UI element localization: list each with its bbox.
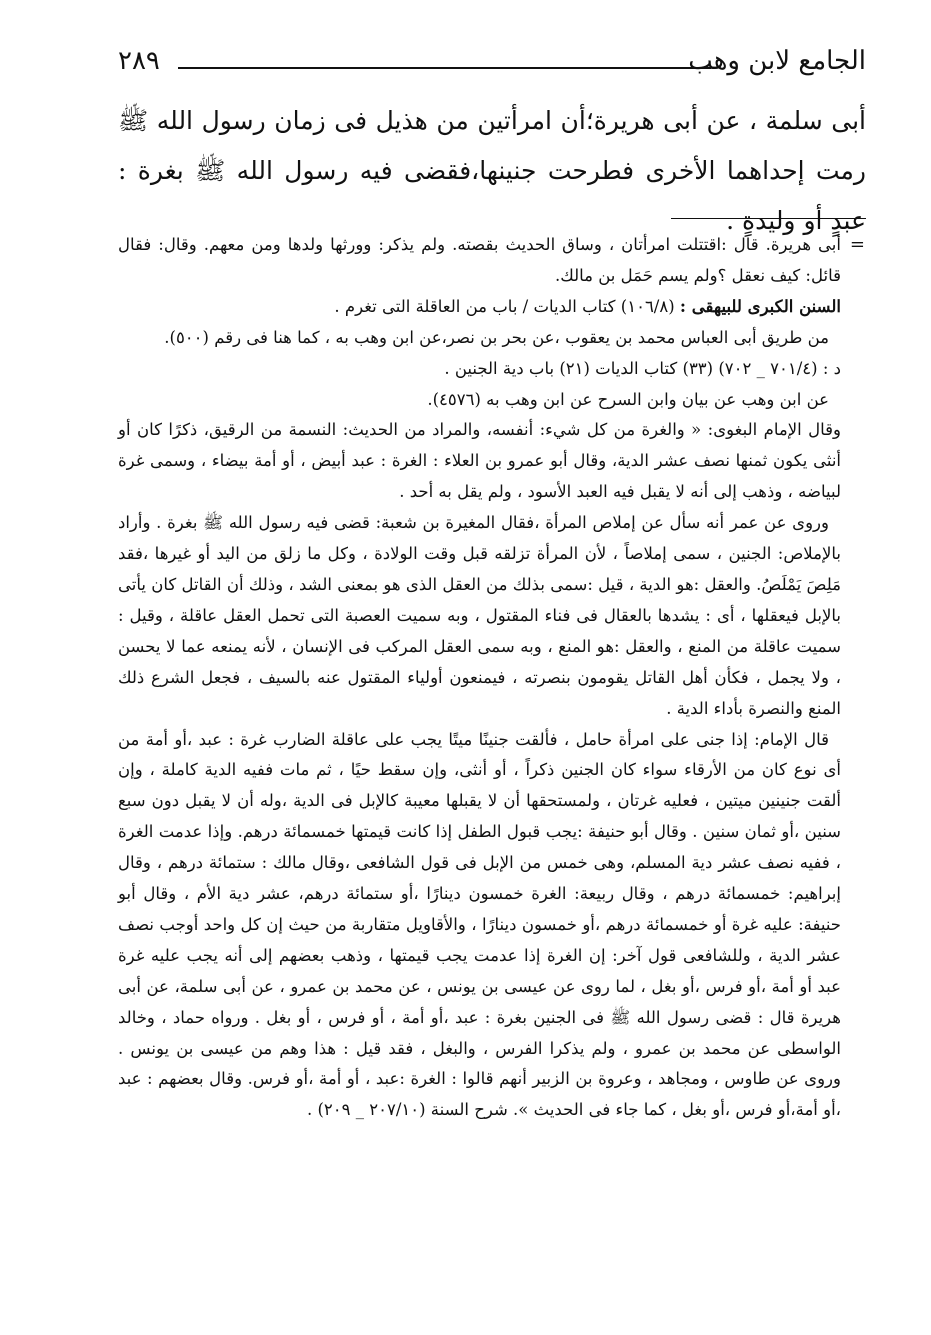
footnote-paragraph: قال الإمام: إذا جنى على امرأة حامل ، فألقت جنينًا ميتًا يجب على عاقلة الضارب غرة : عبد ،أو أمة من أى نوع كان من الأرقاء سواء كان الجنين ذكراً ، أو أنثى، وإن سقط حيًا ، ثم مات ففيه الدية كاملة ، وإن ألقت جنينين ميتين ، فعليه غرتان ، ولمستحقها أن لا يقبلها معيبة كالإبل فى الدية ،وله أن لا يقبل دون سبع سنين ،أو ثمان سنين . وقال أبو حنيفة :يجب قبول الطفل إذا كانت قيمتها خمسمائة درهم. وإذا عدمت الغرة ، ففيه نصف عشر دية المسلم، وهى خمس من الإبل فى قول الشافعى ،وقال مالك : ستمائة درهم ، وقال إبراهيم: خمسمائة درهم ، وقال ربيعة: الغرة خمسون دينارًا ،أو ستمائة درهم، عشر دية الأم ، وقال أبو حنيفة: عليه غرة أو خمسمائة درهم ،أو خمسون دينارًا ، والأقاويل متقاربة من حيث إن كل واحد أوجب نصف عشر الدية ، وللشافعى قول آخر: إن الغرة إذا عدمت يجب قيمتها ، وذهب بعضهم إلى أنه يجب عليه غرة عبد أو أمة ،أو فرس ،أو بغل ، لما روى عن عيسى بن يونس ، عن محمد بن عمرو ، عن أبى سلمة، عن أبى هريرة قال : قضى رسول الله ﷺ فى الجنين بغرة : عبد ،أو أمة ، أو فرس ، أو بغل . ورواه حماد ، وخالد الواسطى عن محمد بن عمرو ، ولم يذكرا الفرس ، والبغل ، فقد قيل : هذا وهم من عيسى بن يونس . وروى عن طاوس ، ومجاهد ، وعروة بن الزبير أنهم قالوا : الغرة :عبد ، أو أمة ،أو فرس. وقال بعضهم : عبد ،أو أمة،أو فرس ،أو بغل ، كما جاء فى الحديث ». شرح السنة (٢٠٧/١٠ _ ٢٠٩) .	[118, 729, 841, 1120]
source-reference: (١٠٦/٨) كتاب الديات / باب من العاقلة التى تغرم .	[334, 296, 680, 316]
source-title: السنن الكبرى للبيهقى :	[679, 296, 841, 316]
footnote-paragraph: أبى هريرة. قال :اقتتلت امرأتان ، وساق الحديث بقصته. ولم يذكر: وورثها ولدها ومن معهم. وقال: فقال قائل: كيف نعقل ؟ولم يسم حَمَل بن مالك.	[118, 235, 841, 285]
page-header	[118, 44, 866, 84]
header-rule	[178, 67, 711, 69]
footnotes	[118, 230, 841, 1126]
footnote-continuation-marker: =	[849, 234, 865, 255]
footnote-separator	[671, 218, 866, 219]
running-title: الجامع لابن وهب	[688, 46, 866, 76]
main-paragraph: أبى سلمة ، عن أبى هريرة؛أن امرأتين من هذيل فى زمان رسول الله ﷺ رمت إحداهما الأخرى فطرحت جنينها،فقضى فيه رسول الله ﷺ بغرة : عبدٍ أو وليدةٍ .	[118, 106, 866, 235]
footnote-paragraph: وقال الإمام البغوى: « والغرة من كل شيء: أنفسه، والمراد من الحديث: النسمة من الرقيق، ذكرًا كان أو أنثى يكون ثمنها نصف عشر الدية، وقال أبو عمرو بن العلاء : الغرة : عبد أبيض ، أو أمة بيضاء ، وسمى غرة لبياضه ، وذهب إلى أنه لا يقبل فيه العبد الأسود ، ولم يقل به أحد .	[118, 420, 841, 502]
page-number: ٢٨٩	[118, 46, 160, 76]
footnote-paragraph: د : (٧٠١/٤ _ ٧٠٢) (٣٣) كتاب الديات (٢١) باب دية الجنين .	[444, 358, 841, 378]
footnote-paragraph: وروى عن عمر أنه سأل عن إملاص المرأة ،فقال المغيرة بن شعبة: قضى فيه رسول الله ﷺ بغرة . وأراد بالإملاص: الجنين ، سمى إملاصاً ، لأن المرأة تزلقه قبل وقت الولادة ، وكل ما زلق من اليد أو غيرها ،فقد مَلِصَ يَمْلَصُ. والعقل :هو الدية ، قيل :سمى بذلك من العقل الذى هو بمعنى الشد ، وذلك أن القاتل كان يأتى بالإبل فيعقلها ، أى : يشدها بالعقال فى فناء المقتول ، وبه سميت العصبة التى تحمل العقل عاقلة ، وقيل : سميت عاقلة من المنع ، والعقل :هو المنع ، وبه سمى العقل المركب فى الإنسان ، لأنه يمنعه عما لا يحسن ، ولا يجمل ، فكأن أهل القاتل يقومون بنصرته ، فيمنعون أولياء المقتول عنه بالسيف ، فجعل الشرع ذلك المنع والنصرة بأداء الدية .	[118, 513, 841, 718]
footnote-paragraph: عن ابن وهب عن بيان وابن السرح عن ابن وهب به (٤٥٧٦).	[427, 389, 829, 409]
footnote-paragraph	[118, 292, 841, 323]
footnote-paragraph: من طريق أبى العباس محمد بن يعقوب ،عن بحر بن نصر،عن ابن وهب به ، كما هنا فى رقم (٥٠٠).	[164, 327, 829, 347]
main-text	[118, 96, 866, 246]
